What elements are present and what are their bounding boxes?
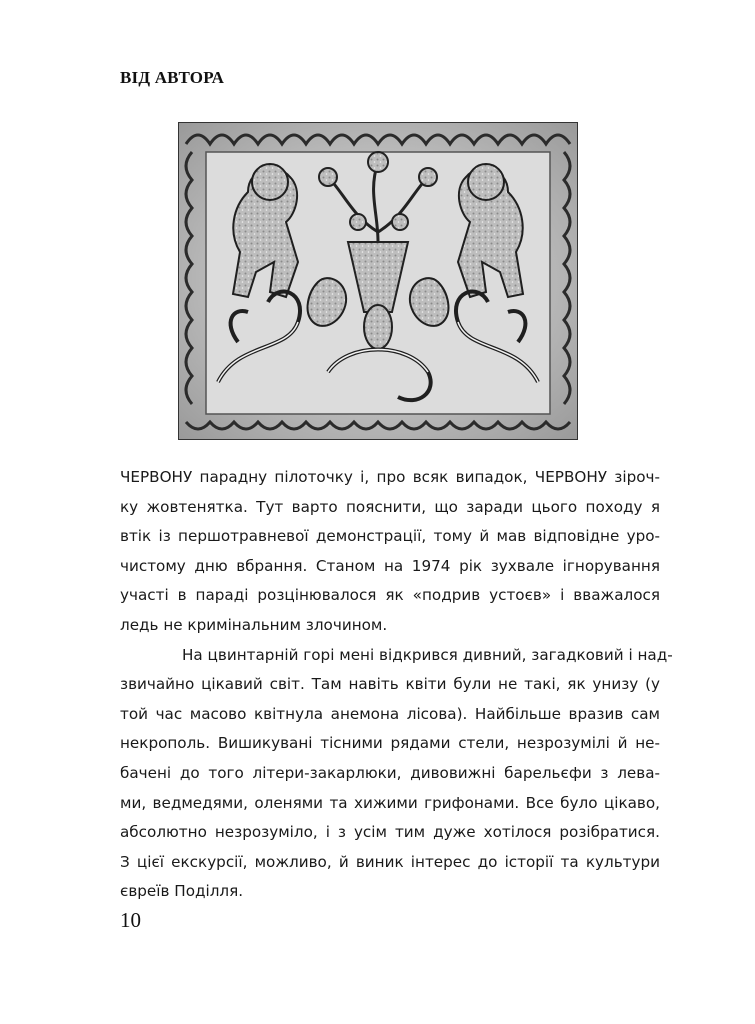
text-line: З цієї екскурсії, можливо, й виник інтерес до історії та культури [120, 852, 660, 871]
text-line: ку жовтенятка. Тут варто пояснити, що заради цього походу я [120, 497, 660, 516]
text-line: звичайно цікавий світ. Там навіть квіти були не такі, як унизу (у [120, 675, 660, 694]
body-text [120, 463, 673, 907]
page-number: 10 [120, 908, 141, 932]
text-line: євреїв Поділля. [120, 882, 244, 901]
paragraph-2 [120, 641, 673, 907]
section-title: ВІД АВТОРА [120, 68, 225, 87]
text-line: чистому дню вбрання. Станом на 1974 рік зухвале ігнорування [120, 556, 660, 575]
text-line: ЧЕРВОНУ парадну пілоточку і, про всяк випадок, ЧЕРВОНУ зіроч- [120, 468, 660, 486]
text-line: На цвинтарній горі мені відкрився дивний, загадковий і над- [182, 645, 673, 664]
paragraph-1 [120, 463, 660, 641]
text-line: той час масово квітнула анемона лісова). Найбільше вразив сам [120, 704, 660, 723]
ornamental-relief-image [178, 122, 578, 440]
text-line: абсолютно незрозуміло, і з усім тим дуже хотілося розібратися. [120, 823, 660, 842]
text-line: некрополь. Вишикувані тісними рядами стели, незрозумілі й не- [120, 734, 660, 753]
text-line: участі в параді розцінювалося як «подрив устоєв» і вважалося [120, 586, 660, 605]
text-line: ледь не кримінальним злочином. [120, 615, 388, 634]
text-line: ми, ведмедями, оленями та хижими грифонами. Все було цікаво, [120, 793, 660, 812]
text-line: бачені до того літери-закарлюки, дивовижні барельєфи з лева- [120, 763, 660, 782]
text-line: втік із першотравневої демонстрації, тому й мав відповідне уро- [120, 527, 660, 546]
